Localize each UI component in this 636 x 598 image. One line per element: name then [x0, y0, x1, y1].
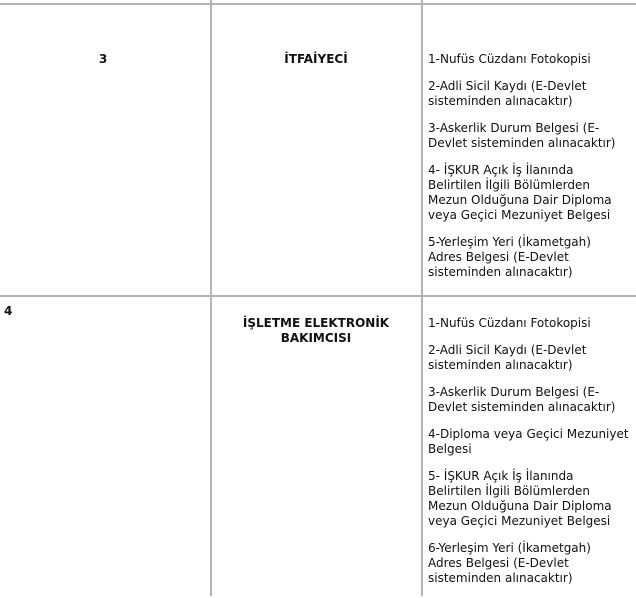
- required-documents-list: [428, 52, 632, 292]
- document-item: 5- İŞKUR Açık İş İlanında Belirtilen İlgili Bölümlerden Mezun Olduğuna Dair Diploma veya Geçici Mezuniyet Belgesi: [428, 469, 612, 528]
- row-number: 3: [99, 52, 108, 66]
- document-item: 2-Adli Sicil Kaydı (E-Devlet sisteminden alınacaktır): [428, 343, 587, 372]
- document-item: 1-Nufüs Cüzdanı Fotokopisi: [428, 316, 591, 330]
- row-divider-top: [0, 3, 636, 5]
- required-documents-list: [428, 316, 632, 598]
- document-item: 4- İŞKUR Açık İş İlanında Belirtilen İlgili Bölümlerden Mezun Olduğuna Dair Diploma veya Geçici Mezuniyet Belgesi: [428, 163, 612, 222]
- position-title: İTFAİYECİ: [284, 52, 348, 66]
- document-item: 3-Askerlik Durum Belgesi (E- Devlet sisteminden alınacaktır): [428, 121, 616, 150]
- document-item: 2-Adli Sicil Kaydı (E-Devlet sisteminden alınacaktır): [428, 79, 587, 108]
- document-item: 6-Yerleşim Yeri (İkametgah) Adres Belgesi (E-Devlet sisteminden alınacaktır): [428, 541, 591, 585]
- row-number: 4: [4, 304, 13, 318]
- row-divider-middle: [0, 295, 636, 297]
- document-item: 5-Yerleşim Yeri (İkametgah) Adres Belgesi (E-Devlet sisteminden alınacaktır): [428, 235, 591, 279]
- document-item: 4-Diploma veya Geçici Mezuniyet Belgesi: [428, 427, 629, 456]
- document-item: 3-Askerlik Durum Belgesi (E- Devlet sisteminden alınacaktır): [428, 385, 616, 414]
- position-title: İŞLETME ELEKTRONİK BAKIMCISI: [242, 316, 390, 345]
- column-divider-1: [210, 0, 212, 596]
- document-item: 1-Nufüs Cüzdanı Fotokopisi: [428, 52, 591, 66]
- column-divider-2: [421, 0, 423, 596]
